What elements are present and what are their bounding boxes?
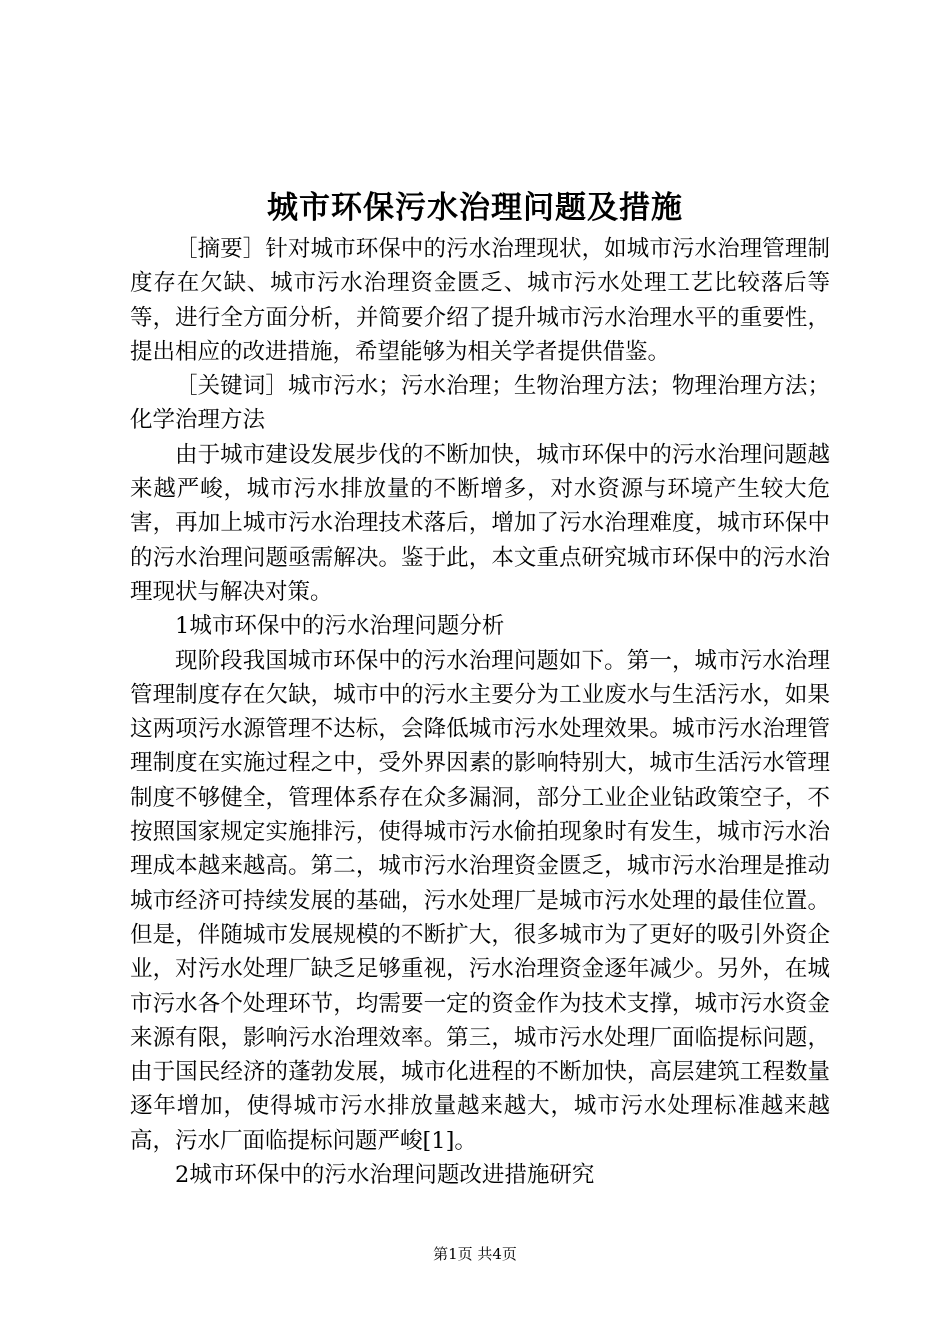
page-number-footer: 第1页 共4页 bbox=[433, 1245, 517, 1263]
abstract-paragraph: ［摘要］针对城市环保中的污水治理现状，如城市污水治理管理制度存在欠缺、城市污水治理资金匮乏、城市污水处理工艺比较落后等等，进行全方面分析，并简要介绍了提升城市污水治理水平的重要性，提出相应的改进措施，希望能够为相关学者提供借鉴。 bbox=[130, 236, 830, 365]
document-title: 城市环保污水治理问题及措施 bbox=[267, 190, 683, 226]
document-body bbox=[130, 232, 830, 1192]
section-2-heading: 2城市环保中的污水治理问题改进措施研究 bbox=[175, 1162, 595, 1189]
keywords-paragraph: ［关键词］城市污水；污水治理；生物治理方法；物理治理方法；化学治理方法 bbox=[130, 373, 830, 434]
intro-paragraph: 由于城市建设发展步伐的不断加快，城市环保中的污水治理问题越来越严峻，城市污水排放量的不断增多，对水资源与环境产生较大危害，再加上城市污水治理技术落后，增加了污水治理难度，城市环保中的污水治理问题亟需解决。鉴于此，本文重点研究城市环保中的污水治理现状与解决对策。 bbox=[130, 441, 830, 605]
section-1-heading: 1城市环保中的污水治理问题分析 bbox=[175, 613, 505, 640]
section-1-paragraph: 现阶段我国城市环保中的污水治理问题如下。第一，城市污水治理管理制度存在欠缺，城市中的污水主要分为工业废水与生活污水，如果这两项污水源管理不达标，会降低城市污水处理效果。城市污水治理管理制度在实施过程之中，受外界因素的影响特别大，城市生活污水管理制度不够健全，管理体系存在众多漏洞，部分工业企业钻政策空子，不按照国家规定实施排污，使得城市污水偷拍现象时有发生，城市污水治理成本越来越高。第二，城市污水治理资金匮乏，城市污水治理是推动城市经济可持续发展的基础，污水处理厂是城市污水处理的最佳位置。但是，伴随城市发展规模的不断扩大，很多城市为了更好的吸引外资企业，对污水处理厂缺乏足够重视，污水治理资金逐年减少。另外，在城市污水各个处理环节，均需要一定的资金作为技术支撑，城市污水资金来源有限，影响污水治理效率。第三，城市污水处理厂面临提标问题，由于国民经济的蓬勃发展，城市化进程的不断加快，高层建筑工程数量逐年增加，使得城市污水排放量越来越大，城市污水处理标准越来越高，污水厂面临提标问题严峻[1]。 bbox=[130, 647, 830, 1154]
